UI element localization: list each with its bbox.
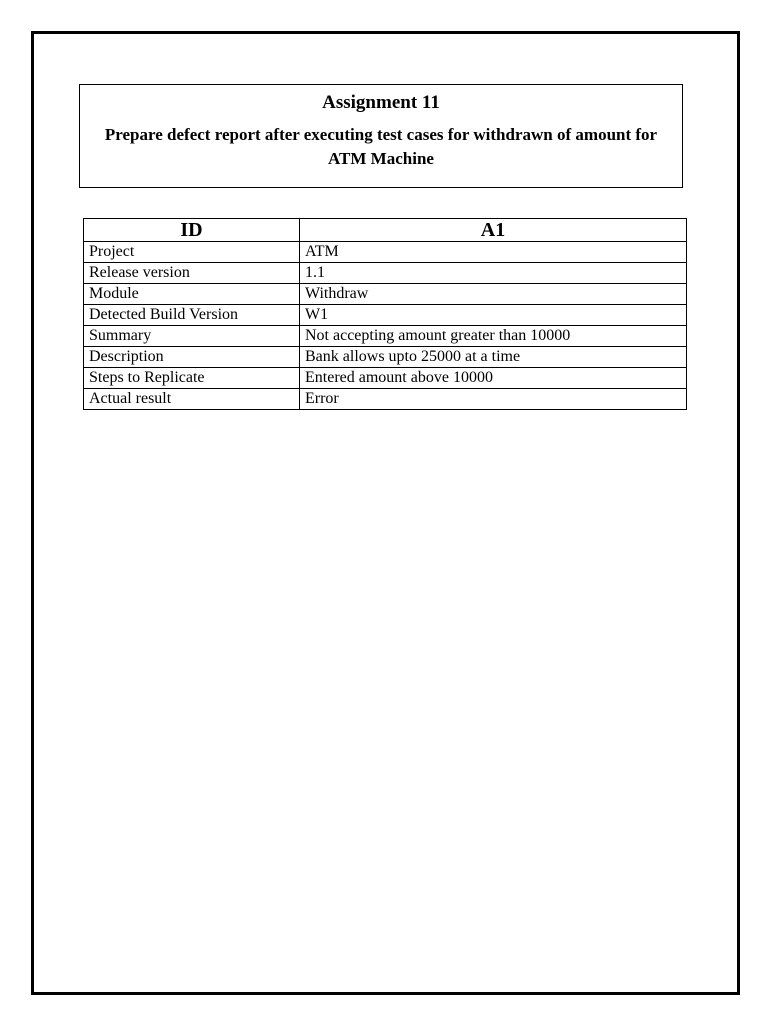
document-header [79,84,683,188]
field-label: Detected Build Version [84,305,300,326]
field-value: 1.1 [300,263,687,284]
field-label: Actual result [84,389,300,410]
table-row [84,326,687,347]
page-title: Assignment 11 [322,92,440,113]
field-label: Steps to Replicate [84,368,300,389]
table-row [84,263,687,284]
field-value: Not accepting amount greater than 10000 [300,326,687,347]
table-row [84,242,687,263]
field-label: Description [84,347,300,368]
table-row [84,347,687,368]
header-cell-id-value: A1 [300,219,687,242]
table-row [84,284,687,305]
field-value: Bank allows upto 25000 at a time [300,347,687,368]
table-row [84,305,687,326]
field-label: Module [84,284,300,305]
field-value: Error [300,389,687,410]
field-label: Summary [84,326,300,347]
page-subtitle: Prepare defect report after executing test cases for withdrawn of amount for ATM Machine [104,125,658,168]
table-header-row [84,219,687,242]
field-label: Project [84,242,300,263]
field-value: Withdraw [300,284,687,305]
field-value: ATM [300,242,687,263]
field-value: Entered amount above 10000 [300,368,687,389]
field-value: W1 [300,305,687,326]
field-label: Release version [84,263,300,284]
table-row [84,368,687,389]
header-cell-id: ID [84,219,300,242]
defect-report-table [83,218,687,410]
table-row [84,389,687,410]
